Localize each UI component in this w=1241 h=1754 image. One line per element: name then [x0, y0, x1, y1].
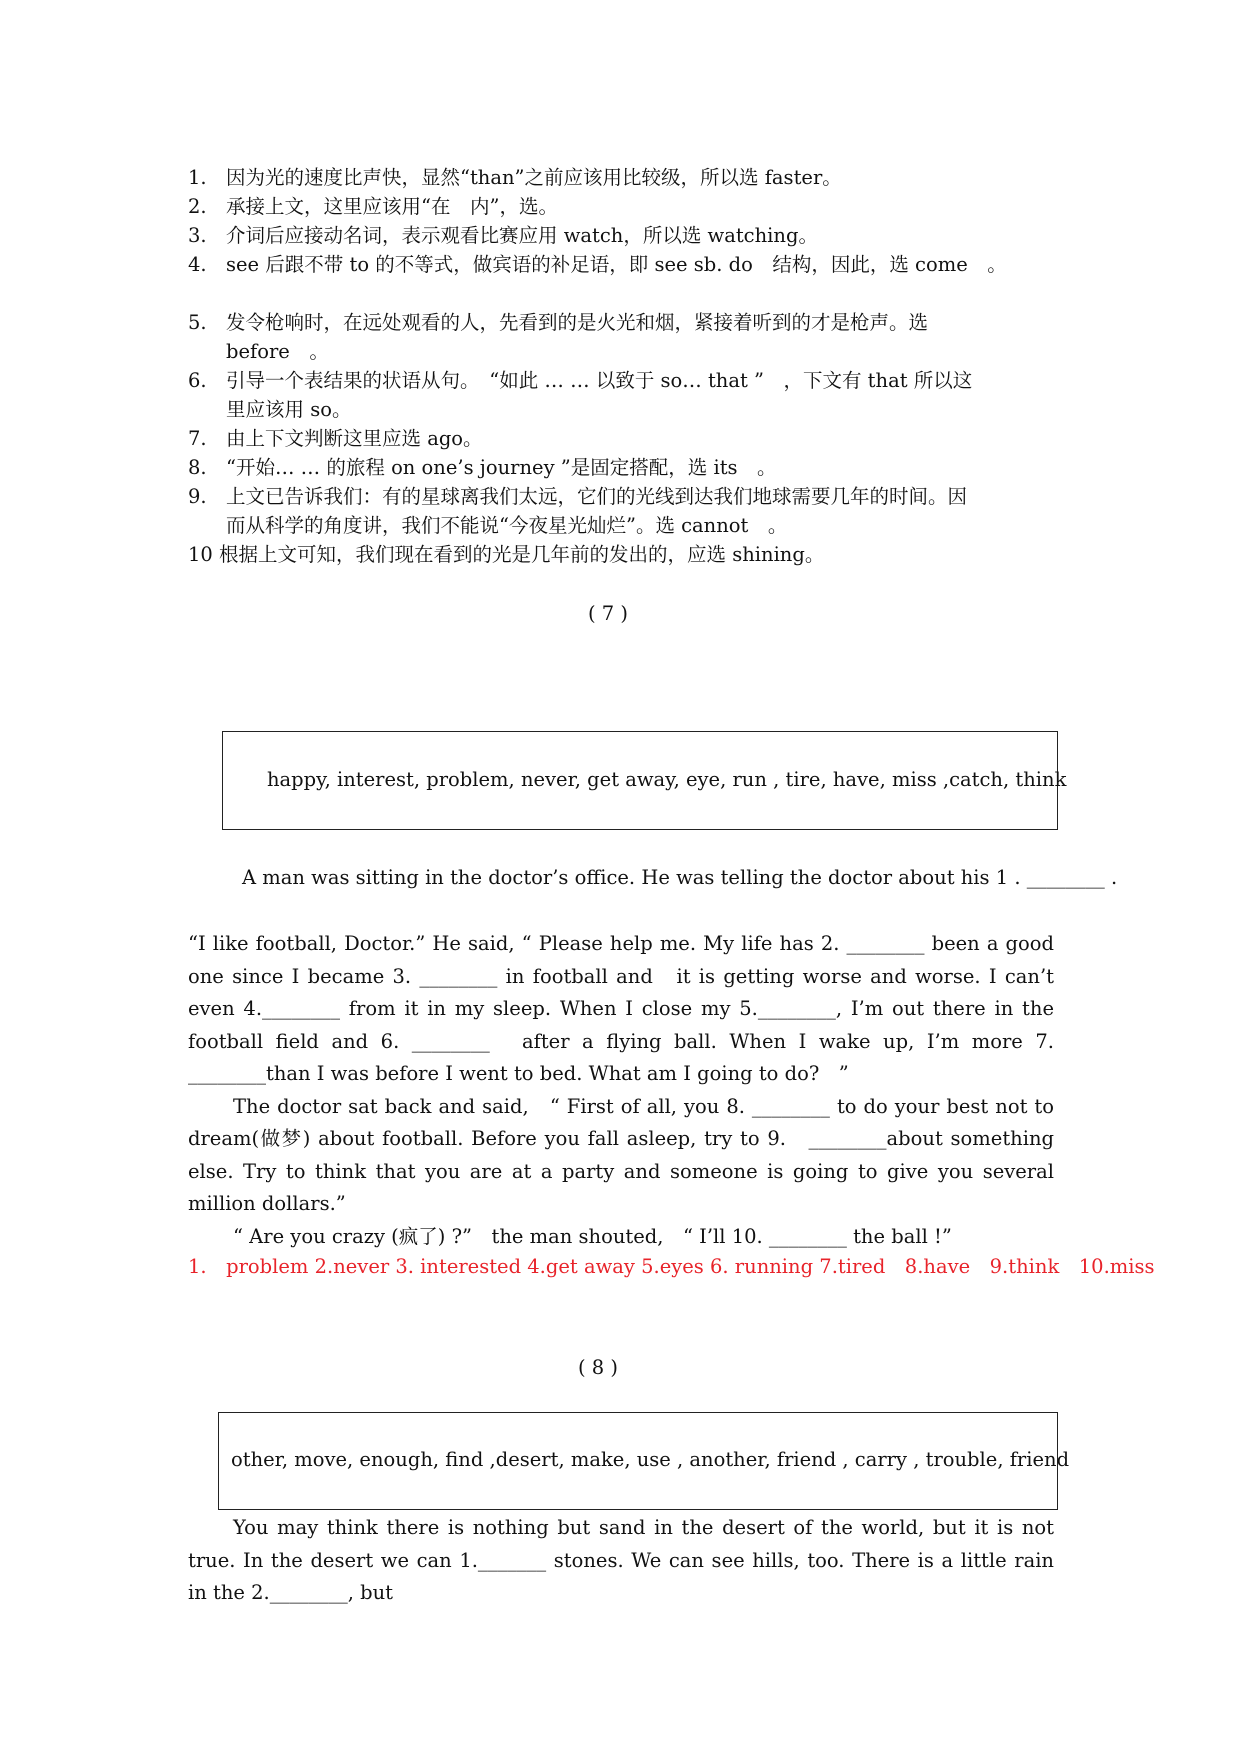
explanation-number: 3. [188, 224, 207, 247]
section-7-first-line: A man was sitting in the doctor’s office. He was telling the doctor about his 1 . ________ . [242, 866, 1118, 889]
section-8-passage [188, 1512, 1054, 1610]
explanation-text: 上文已告诉我们：有的星球离我们太远，它们的光线到达我们地球需要几年的时间。因 [226, 485, 968, 508]
explanation-text: 发令枪响时，在远处观看的人，先看到的是火光和烟，紧接着听到的才是枪声。选 [226, 311, 929, 334]
explanation-text-continued: 里应该用 so。 [226, 398, 352, 421]
passage-paragraph: “ Are you crazy (疯了) ?” the man shouted, “ I’ll 10. ________ the ball !” [233, 1224, 952, 1248]
section-7-answers: 1. problem 2.never 3. interested 4.get away 5.eyes 6. running 7.tired 8.have 9.think 10.miss [188, 1255, 1155, 1278]
explanation-text: 因为光的速度比声快，显然“than”之前应该用比较级，所以选 faster。 [226, 166, 842, 189]
explanation-10: 10 根据上文可知，我们现在看到的光是几年前的发出的，应选 shining。 [188, 543, 825, 566]
passage-paragraph: The doctor sat back and said, “ First of all, you 8. ________ to do your best not to dream(做梦) about football. Before you fall asleep, try to 9. ________about something else. Try to think that you are at a party and someone is going to give you several million dollars.” [188, 1094, 1054, 1215]
passage-paragraph: You may think there is nothing but sand in the desert of the world, but it is not true. In the desert we can 1._______ stones. We can see hills, too. There is a little rain in the 2.________, but [188, 1516, 1054, 1604]
section-8-heading: ( 8 ) [578, 1356, 619, 1379]
explanation-number: 2. [188, 195, 207, 218]
explanation-number: 9. [188, 485, 207, 508]
explanation-number: 6. [188, 369, 207, 392]
explanation-text-continued: before 。 [226, 340, 329, 363]
explanation-number: 5. [188, 311, 207, 334]
explanation-number: 1. [188, 166, 207, 189]
explanation-text: 介词后应接动名词，表示观看比赛应用 watch，所以选 watching。 [226, 224, 818, 247]
explanation-text: see 后跟不带 to 的不等式，做宾语的补足语，即 see sb. do 结构，因此，选 come 。 [226, 253, 1007, 276]
explanation-number: 8. [188, 456, 207, 479]
explanation-text: 引导一个表结果的状语从句。 “如此 … … 以致于 so… that ” ，下文有 that 所以这 [226, 369, 973, 392]
section-7-heading: ( 7 ) [588, 602, 629, 625]
explanation-text: 由上下文判断这里应选 ago。 [226, 427, 483, 450]
passage-paragraph: “I like football, Doctor.” He said, “ Please help me. My life has 2. ________ been a good one since I became 3. ________ in football and it is getting worse and worse. I can’t even 4.________ from it in my sleep. When I close my 5.________, I’m out there in the football field and 6. ________ after a flying ball. When I wake up, I’m more 7. ________than I was before I went to bed. What am I going to do? ” [188, 932, 1054, 1085]
section-7-word-box [222, 731, 1067, 830]
section-7-passage [188, 928, 1054, 1253]
explanation-number: 4. [188, 253, 207, 276]
word-bank: happy, interest, problem, never, get away, eye, run , tire, have, miss ,catch, think [267, 768, 1067, 791]
explanation-text: 承接上文，这里应该用“在 内”，选。 [226, 195, 558, 218]
section-8-word-box [218, 1412, 1070, 1510]
word-bank: other, move, enough, find ,desert, make, use , another, friend , carry , trouble, friend [231, 1448, 1070, 1471]
explanation-text-continued: 而从科学的角度讲，我们不能说“今夜星光灿烂”。选 cannot 。 [226, 514, 788, 537]
explanation-number: 7. [188, 427, 207, 450]
explanation-text: “开始… … 的旅程 on one’s journey ”是固定搭配，选 its 。 [226, 456, 777, 479]
